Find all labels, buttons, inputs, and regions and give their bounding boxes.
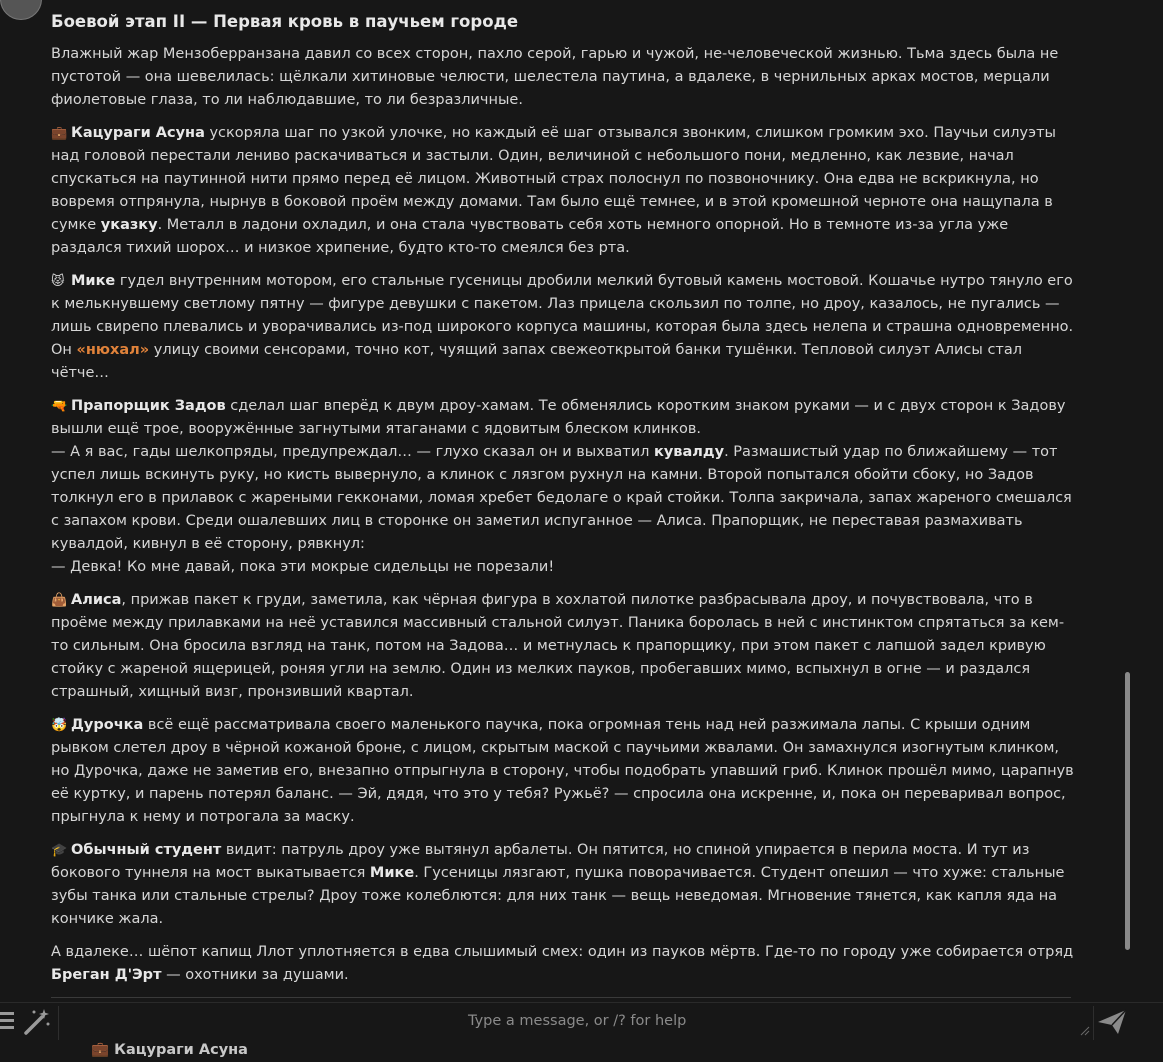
dialogue-text: — Девка! Ко мне давай, пока эти мокрые сидельцы не порезали!: [51, 559, 555, 575]
message-paragraph: [51, 270, 1081, 385]
paragraph-text: . Размашистый удар по ближайшему — тот успел лишь вскинуть руку, но кисть вывернуло, а клинок с лязгом рухнул на камни. Второй попытался обойти сбоку, но Задов толкнул его в прилавок с жареными гекконами, ломая хребет бедолаге о край стойки. Толпа закричала, запах жареного смешался с запахом крови. Среди ошалевших лиц в сторонке он заметил испуганное — Алиса. Прапорщик, не переставая размахивать кувалдой, кивнул в её сторону, рявкнул:: [51, 444, 1072, 552]
exploding-head-icon: 🤯: [51, 718, 68, 733]
pistol-icon: 🔫: [51, 399, 68, 414]
paragraph-text: , прижав пакет к груди, заметила, как чёрная фигура в хохлатой пилотке разбрасывала дроу, и почувствовала, что в проёме между прилавками на неё уставился массивный стальной силуэт. Паника боролась в ней с инстинктом спрятаться за кем-то сильным. Она бросила взгляд на танк, потом на Задова… и метнулась к прапорщику, при этом пакет с лапшой задел кривую стойку с жареной ящерицей, роняя угли на землю. Один из мелких пауков, пробегавших мимо, вспыхнул в огне — и раздался страшный, хищный визг, пронзивший квартал.: [51, 592, 1065, 700]
paragraph-text: . Металл в ладони охладил, и она стала чувствовать себя хоть немного опорной. Но в темноте из-за угла уже раздался тихий шорох… и низкое хрипение, будто кто-то смеялся без рта.: [51, 217, 1009, 256]
paragraph-text: всё ещё рассматривала своего маленького паучка, пока огромная тень над ней разжимала лапы. С крыши одним рывком слетел дроу в чёрной кожаной броне, с лицом, скрытым маской с паучьими жвалами. Он замахнулся изогнутым клинком, но Дурочка, даже не заметив его, внезапно отпрыгнула в сторону, чтобы подобрать упавший гриб. Клинок прошёл мимо, царапнув её куртку, и парень потерял баланс. — Эй, дядя, что это у тебя? Ружьё? — спросила она искренне, и, пока он переваривал вопрос, прыгнула к нему и потрогала за маску.: [51, 717, 1074, 825]
menu-icon[interactable]: [0, 1010, 18, 1032]
faction-name: Бреган Д'Эрт: [51, 967, 162, 983]
status-line: 💼 Кацураги Асуна: [91, 1042, 248, 1058]
character-name: Алиса: [71, 592, 122, 608]
character-name: Мике: [369, 865, 415, 881]
input-placeholder[interactable]: Type a message, or /? for help: [468, 1013, 687, 1029]
paragraph-text: . Гусеницы лязгают, пушка поворачивается. Студент опешил — что хуже: стальные зубы танка или стальные стрелы? Дроу тоже колеблются: для них танк — вещь неведомая. Мгновение тянется, как капля яда на кончике жала.: [51, 865, 1065, 927]
scrollbar-thumb[interactable]: [1125, 672, 1130, 950]
paragraph-text: А вдалеке… шёпот капищ Ллот уплотняется в едва слышимый смех: один из пауков мёртв. Где-то по городу уже собирается отряд: [51, 944, 1074, 960]
item-name: указку: [100, 217, 158, 233]
magic-wand-icon[interactable]: [22, 1007, 52, 1037]
paragraph-text: видит: патруль дроу уже вытянул арбалеты. Он пятится, но спиной упирается в перила моста. И тут из бокового туннеля на мост выкатывается: [51, 842, 1030, 881]
resize-grip-icon[interactable]: [1080, 1026, 1090, 1036]
message-title: Боевой этап II — Первая кровь в паучьем городе: [51, 12, 519, 31]
divider: [51, 997, 1071, 998]
message-paragraph: [51, 122, 1081, 260]
character-name: Обычный студент: [71, 842, 222, 858]
paragraph-text: сделал шаг вперёд к двум дроу-хамам. Те обменялись коротким знаком руками — и с двух сторон к Задову вышли ещё трое, вооружённые загнутыми ятаганами с ядовитым блеском клинков.: [51, 398, 1066, 437]
intro-text: Влажный жар Мензоберранзана давил со всех сторон, пахло серой, гарью и чужой, не-человеческой жизнью. Тьма здесь была не пустотой — она шевелилась: щёлкали хитиновые челюсти, шелестела паутина, а вдалеке, в чернильных арках мостов, мерцали фиолетовые глаза, то ли наблюдавшие, то ли безразличные.: [51, 46, 1059, 108]
character-name: Кацураги Асуна: [71, 125, 205, 141]
paragraph-text: ускоряла шаг по узкой улочке, но каждый её шаг отзывался звонким, слишком громким эхо. Паучьи силуэты над головой перестали лениво раскачиваться и застыли. Один, величиной с небольшого пони, медленно, как лезвие, начал спускаться на паутинной нити прямо перед её лицом. Животный страх полоснул по позвоночнику. Она едва не вскрикнула, но вовремя отпрянула, нырнув в боковой проём между домами. Там было ещё темнее, и в этой кромешной черноте она нащупала в сумке: [51, 125, 1056, 233]
character-name: Прапорщик Задов: [71, 398, 226, 414]
handbag-icon: 👜: [51, 593, 68, 608]
character-name: Мике: [71, 273, 116, 289]
paragraph-text: гудел внутренним мотором, его стальные гусеницы дробили мелкий бутовый камень мостовой. Кошачье нутро тянуло его к мелькнувшему светлому пятну — фигуре девушки с пакетом. Лаз прицела скользил по толпе, но дроу, казалось, не пугались — лишь свирепо плевались и уворачивались из-под широкого корпуса машины, которая была здесь нелепа и страшна одновременно. Он: [51, 273, 1074, 358]
character-name: Дурочка: [71, 717, 144, 733]
avatar: [0, 0, 42, 20]
quoted-word: «нюхал»: [76, 342, 150, 358]
graduation-cap-icon: 🎓: [51, 843, 68, 858]
chat-message: [51, 10, 1081, 1062]
paragraph-text: — охотники за душами.: [161, 967, 349, 983]
message-paragraph: [51, 43, 1081, 112]
send-icon[interactable]: [1096, 1008, 1128, 1036]
cat-face-icon: 😾: [51, 274, 65, 289]
message-paragraph: [51, 941, 1081, 987]
message-paragraph: [51, 839, 1081, 931]
paragraph-text: улицу своими сенсорами, точно кот, чуящий запах свежеоткрытой банки тушёнки. Тепловой силуэт Алисы стал чётче…: [51, 342, 1023, 381]
message-paragraph: [51, 589, 1081, 704]
briefcase-icon: 💼: [51, 126, 68, 141]
dialogue-text: — А я вас, гады шелкопряды, предупреждал… — глухо сказал он и выхватил: [51, 444, 655, 460]
item-name: кувалду: [654, 444, 725, 460]
message-paragraph: [51, 714, 1081, 829]
message-paragraph: [51, 395, 1081, 579]
